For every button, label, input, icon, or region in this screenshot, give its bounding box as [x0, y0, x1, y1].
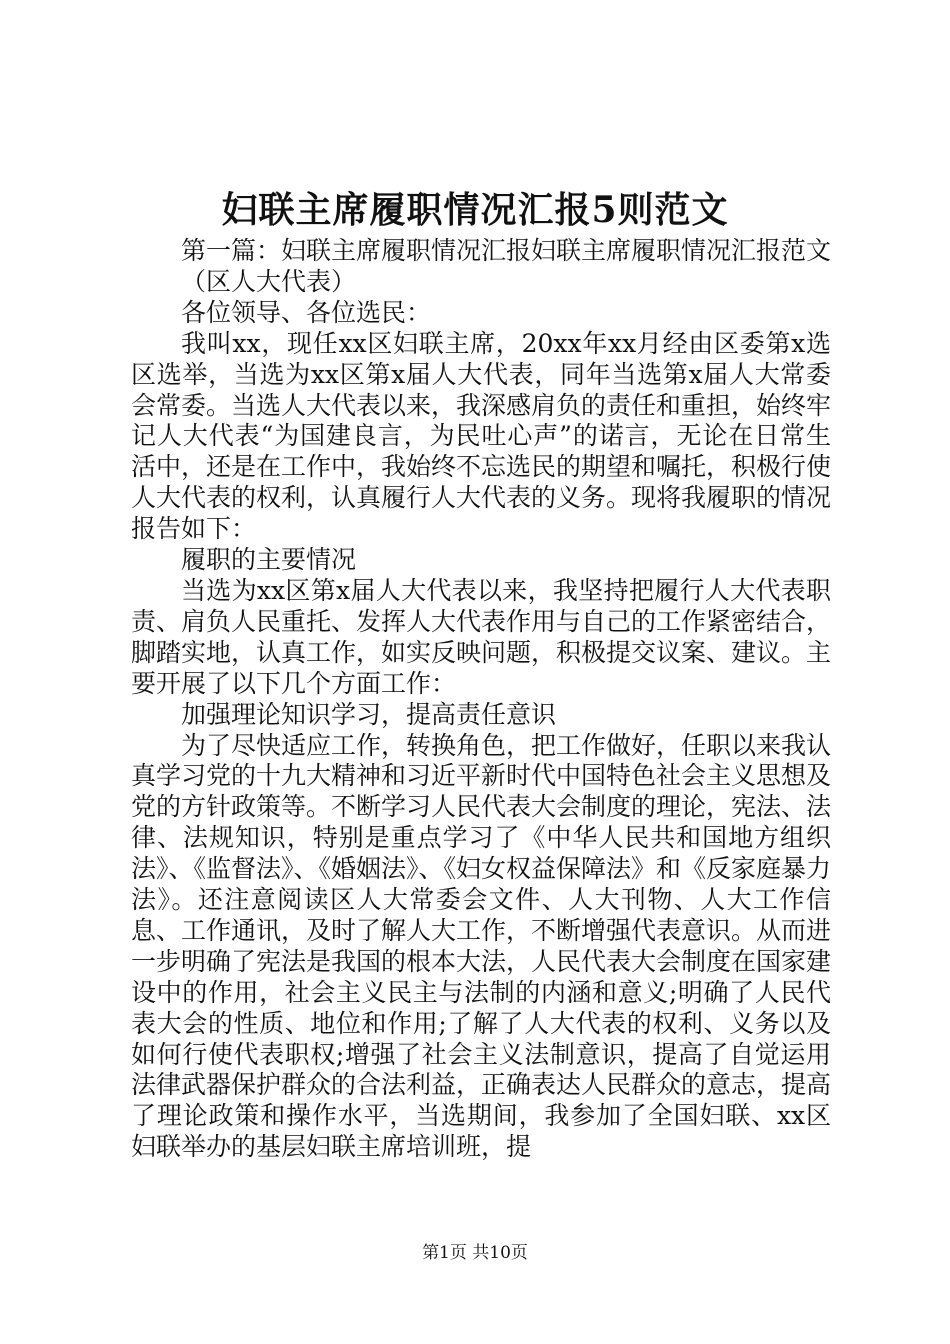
paragraph-salutation: 各位领导、各位选民：: [181, 297, 432, 327]
paragraph-section-heading-main: 履职的主要情况: [181, 545, 357, 575]
paragraph-study-detail: 为了尽快适应工作，转换角色，把工作做好，任职以来我认真学习党的十九大精神和习近平新时代中国特色社会主义思想及党的方针政策等。不断学习人民代表大会制度的理论，宪法、法律、法规知识，特别是重点学习了《中华人民共和国地方组织法》、《监督法》、《婚姻法》、《妇女权益保障法》和《反家庭暴力法》。还注意阅读区人大常委会文件、人大刊物、人大工作信息、工作通讯，及时了解人大工作，不断增强代表意识。从而进一步明确了宪法是我国的根本大法，人民代表大会制度在国家建设中的作用，社会主义民主与法制的内涵和意义;明确了人民代表大会的性质、地位和作用;了解了人大代表的权利、义务以及如何行使代表职权;增强了社会主义法制意识，提高了自觉运用法律武器保护群众的合法利益，正确表达人民群众的意志，提高了理论政策和操作水平，当选期间，我参加了全国妇联、xx区妇联举办的基层妇联主席培训班，提: [131, 730, 832, 1162]
paragraph-heading-first-article: 第一篇：妇联主席履职情况汇报妇联主席履职情况汇报范文: [181, 236, 832, 265]
paragraph-role-note: （区人大代表）: [181, 266, 357, 296]
page-number-footer: 第1页 共10页: [422, 1243, 528, 1263]
document-title: 妇联主席履职情况汇报5则范文: [221, 189, 729, 231]
document-body: [131, 236, 831, 1163]
paragraph-subheading-study: 加强理论知识学习，提高责任意识: [181, 699, 557, 729]
paragraph-introduction: 我叫xx，现任xx区妇联主席，20xx年xx月经由区委第x选区选举，当选为xx区第x届人大代表，同年当选第x届人大常委会常委。当选人大代表以来，我深感肩负的责任和重担，始终牢记人大代表“为国建良言，为民吐心声”的诺言，无论在日常生活中，还是在工作中，我始终不忘选民的期望和嘱托，积极行使人大代表的权利，认真履行人大代表的义务。现将我履职的情况报告如下：: [131, 328, 832, 544]
paragraph-main-work: 当选为xx区第x届人大代表以来，我坚持把履行人大代表职责、肩负人民重托、发挥人大代表作用与自己的工作紧密结合，脚踏实地，认真工作，如实反映问题，积极提交议案、建议。主要开展了以下几个方面工作：: [131, 575, 832, 698]
